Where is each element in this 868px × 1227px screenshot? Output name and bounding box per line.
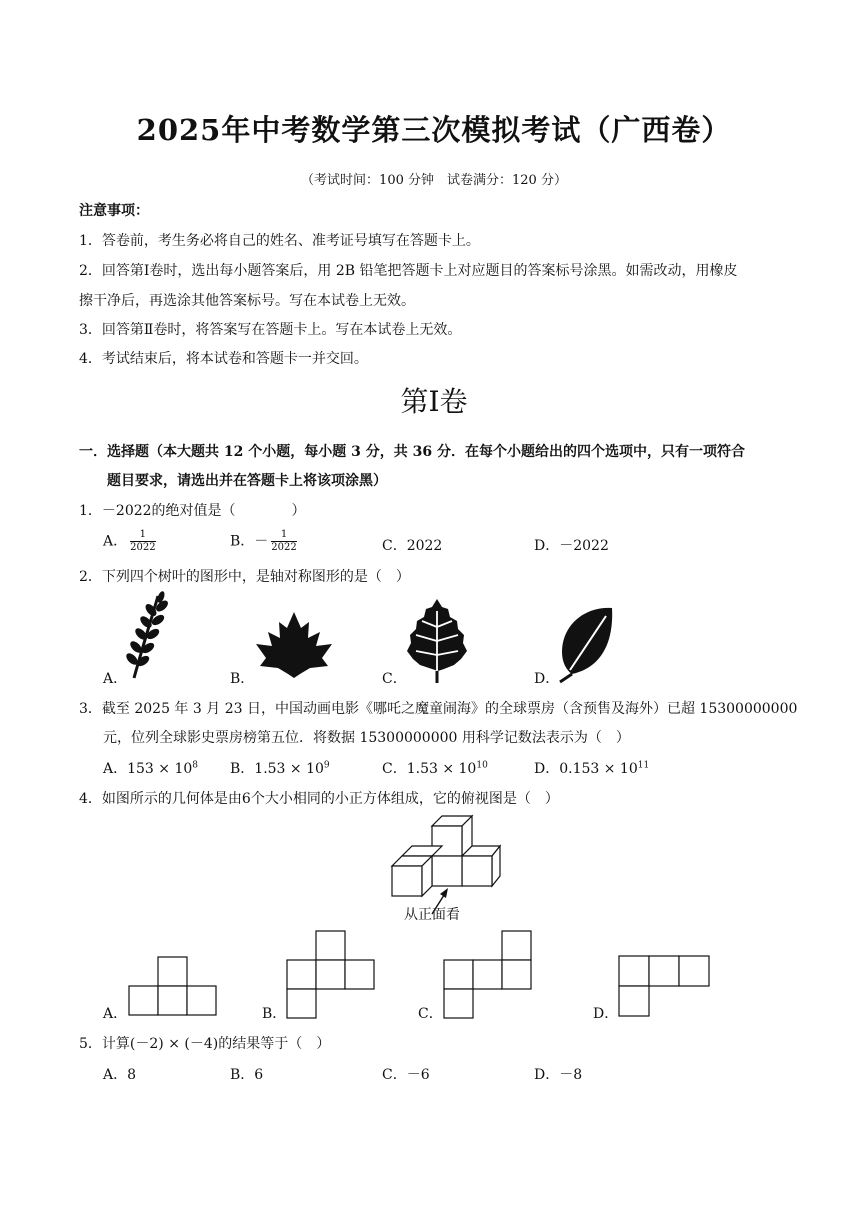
note-item: 擦干净后，再选涂其他答案标号。写在本试卷上无效。 — [79, 293, 415, 309]
question-2-stem: 2．下列四个树叶的图形中，是轴对称图形的是（ ） — [79, 569, 410, 585]
q1-option-b[interactable] — [230, 529, 297, 554]
fraction: $\frac{1}{2022}$ — [271, 529, 297, 553]
note-item: 4．考试结束后，将本试卷和答题卡一并交回。 — [79, 351, 368, 367]
maple-leaf-icon — [254, 610, 334, 680]
q1-option-a[interactable] — [103, 529, 156, 554]
part-heading-cont: 题目要求，请选出并在答题卡上将该项涂黑） — [107, 473, 387, 489]
cube-solid-figure — [388, 812, 500, 902]
q5-option-b[interactable]: B．6 — [230, 1067, 264, 1083]
q3-option-b[interactable]: B．$1.53 \times 10^9$ — [230, 760, 330, 777]
question-4-stem: 4．如图所示的几何体是由6个大小相同的小正方体组成，它的俯视图是（ ） — [79, 791, 559, 807]
top-view-option-c — [443, 930, 535, 1020]
q4-option-d[interactable]: D． — [593, 1006, 619, 1022]
notes-heading: 注意事项： — [79, 203, 149, 219]
q1-option-c[interactable]: C．2022 — [382, 538, 443, 554]
q4-option-c[interactable]: C． — [418, 1006, 443, 1022]
q4-option-a[interactable]: A． — [103, 1006, 128, 1022]
view-caption: 从正面看 — [404, 907, 460, 923]
question-1-stem: 1．－2022的绝对值是（ ） — [79, 503, 306, 519]
question-3-line1: 3．截至 2025 年 3 月 23 日，中国动画电影《哪吒之魔童闹海》的全球票房（含预售及海外）已超 15300000000 — [79, 701, 798, 717]
part-heading: 一．选择题（本大题共 12 个小题，每小题 3 分，共 36 分．在每个小题给出的四个选项中，只有一项符合 — [79, 444, 745, 460]
q5-option-d[interactable]: D．－8 — [534, 1067, 583, 1083]
note-item: 1．答卷前，考生务必将自己的姓名、准考证号填写在答题卡上。 — [79, 233, 480, 249]
top-view-option-b — [286, 930, 378, 1020]
top-view-option-d — [618, 955, 712, 1017]
q3-option-d[interactable]: D．$0.153 \times 10^{11}$ — [534, 760, 650, 777]
option-label: A． — [103, 533, 128, 550]
q2-option-c[interactable]: C． — [382, 671, 407, 687]
q5-option-c[interactable]: C．－6 — [382, 1067, 430, 1083]
option-label: B．－ — [230, 533, 269, 550]
q3-option-c[interactable]: C．$1.53 \times 10^{10}$ — [382, 760, 488, 777]
birch-leaf-icon — [404, 597, 470, 685]
q2-option-d[interactable]: D． — [534, 671, 560, 687]
exam-info: （考试时间：100 分钟 试卷满分：120 分） — [301, 173, 567, 188]
question-3-line2: 元，位列全球影史票房榜第五位．将数据 15300000000 用科学记数法表示为（ ） — [103, 730, 630, 746]
q2-option-a[interactable]: A． — [103, 671, 128, 687]
oval-leaf-icon — [556, 604, 616, 684]
top-view-option-a — [128, 956, 220, 1018]
q5-option-a[interactable]: A．8 — [103, 1067, 137, 1083]
q3-option-a[interactable]: A．$153 \times 10^8$ — [103, 760, 199, 777]
q2-option-b[interactable]: B． — [230, 671, 255, 687]
q1-option-d[interactable]: D．－2022 — [534, 538, 609, 554]
page-title: 2025年中考数学第三次模拟考试（广西卷） — [136, 113, 732, 147]
question-5-stem: 5．计算(－2) × (－4)的结果等于（ ） — [79, 1036, 331, 1052]
fraction: $\frac{1}{2022}$ — [130, 529, 156, 553]
fern-leaf-icon — [118, 592, 170, 682]
q4-option-b[interactable]: B． — [262, 1006, 287, 1022]
note-item: 3．回答第Ⅱ卷时，将答案写在答题卡上。写在本试卷上无效。 — [79, 322, 462, 338]
note-item: 2．回答第Ⅰ卷时，选出每小题答案后，用 2B 铅笔把答题卡上对应题目的答案标号涂黑。如需改动，用橡皮 — [79, 263, 738, 279]
section-title: 第Ⅰ卷 — [400, 385, 468, 418]
